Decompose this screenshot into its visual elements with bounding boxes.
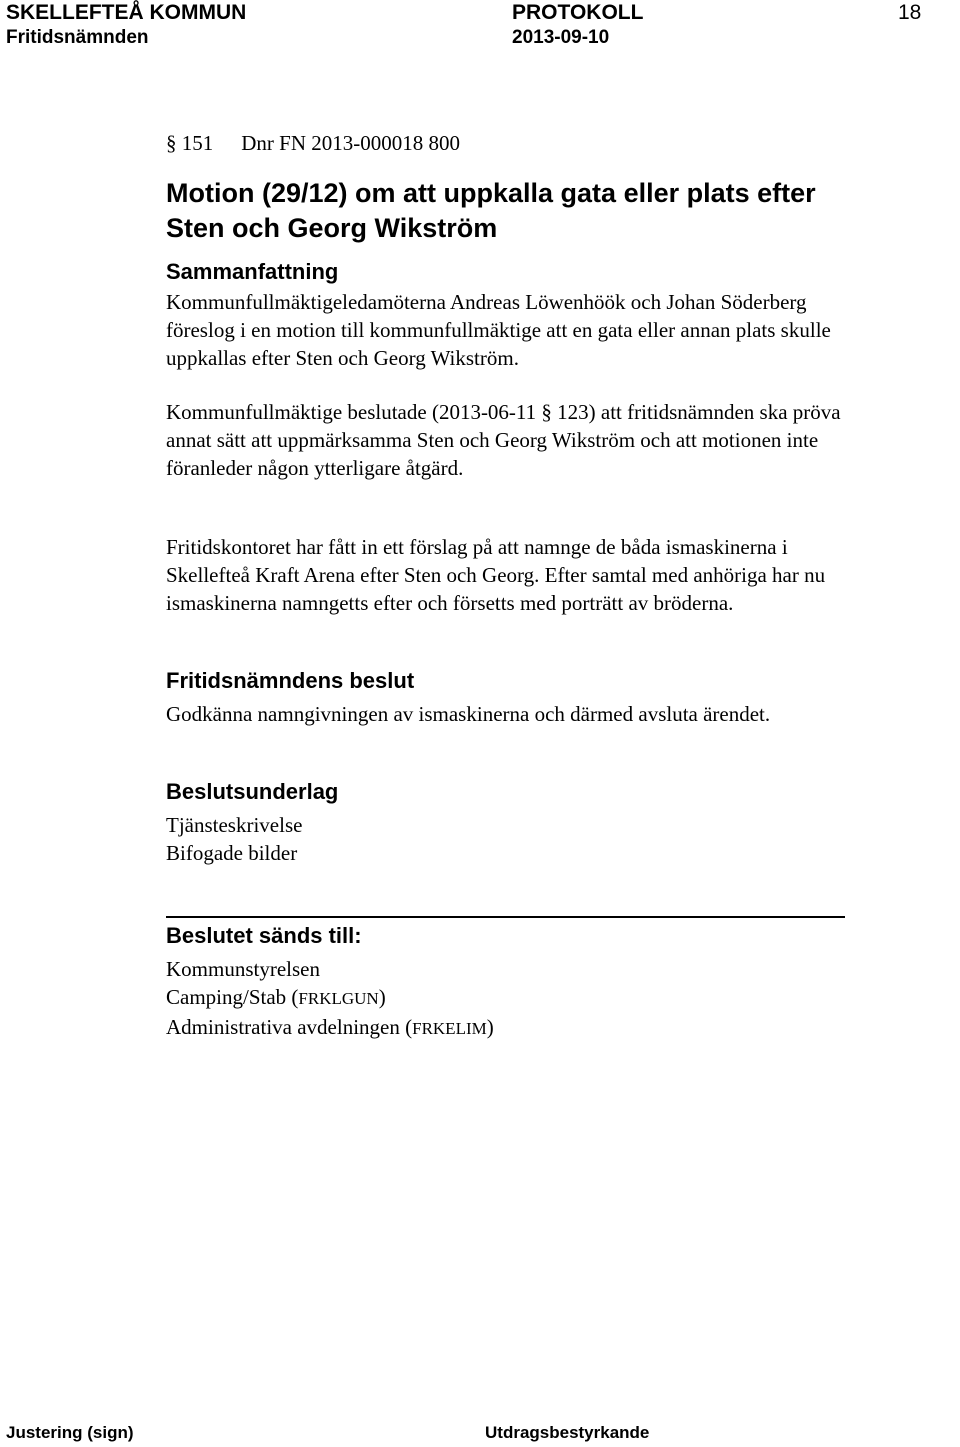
paragraph-symbol: § xyxy=(541,400,552,424)
recipient-close: ) xyxy=(486,1015,494,1039)
summary-heading: Sammanfattning xyxy=(166,259,339,284)
summary-paragraph-2-end: 123) att fritidsnämnden ska pröva annat sätt att uppmärksamma Sten och Georg Wikström och att motionen inte föranleder någon ytterligare åtgärd. xyxy=(166,400,841,480)
recipient-item xyxy=(166,1013,856,1043)
decision-text: Godkänna namngivningen av ismaskinerna och därmed avsluta ärendet. xyxy=(166,702,771,726)
header-date: 2013-09-10 xyxy=(512,27,610,48)
section-reference xyxy=(166,129,460,157)
recipients-heading: Beslutet sänds till: xyxy=(166,923,362,948)
recipient-name: Administrativa avdelningen ( xyxy=(166,1015,413,1039)
header-committee: Fritidsnämnden xyxy=(6,27,149,48)
horizontal-rule xyxy=(166,916,845,918)
summary-paragraph-1: Kommunfullmäktigeledamöterna Andreas Löwenhöök och Johan Söderberg föreslog i en motion till kommunfullmäktige att en gata eller annan plats skulle uppkallas efter Sten och Georg Wikström. xyxy=(166,290,831,370)
page-title: Motion (29/12) om att uppkalla gata eller plats efter Sten och Georg Wikström xyxy=(166,178,816,243)
recipient-name: Camping/Stab ( xyxy=(166,985,299,1009)
summary-paragraph-2-start: Kommunfullmäktige beslutade (2013-06-11 xyxy=(166,400,537,424)
footer-justering: Justering (sign) xyxy=(6,1423,134,1442)
header-page-number: 18 xyxy=(898,1,922,24)
footer-utdragsbestyrkande: Utdragsbestyrkande xyxy=(485,1423,650,1442)
basis-heading: Beslutsunderlag xyxy=(166,779,339,804)
basis-list xyxy=(166,811,856,867)
recipient-code: FRKLGUN xyxy=(298,989,379,1008)
decision-heading: Fritidsnämndens beslut xyxy=(166,668,415,693)
summary-paragraph-3: Fritidskontoret har fått in ett förslag på att namnge de båda ismaskinerna i Skellefteå Kraft Arena efter Sten och Georg. Efter samtal med anhöriga har nu ismaskinerna namngetts efter och försetts med porträtt av bröderna. xyxy=(166,535,826,615)
section-dnr: Dnr FN 2013-000018 800 xyxy=(241,131,460,155)
section-number: 151 xyxy=(181,131,214,155)
recipient-item: Kommunstyrelsen xyxy=(166,957,320,981)
summary-paragraph-2 xyxy=(166,398,856,482)
header-municipality: SKELLEFTEÅ KOMMUN xyxy=(6,1,247,24)
header-doc-type: PROTOKOLL xyxy=(512,1,644,24)
recipient-code: FRKELIM xyxy=(412,1019,487,1038)
recipient-item xyxy=(166,983,856,1013)
basis-item: Bifogade bilder xyxy=(166,841,298,865)
recipient-close: ) xyxy=(378,985,386,1009)
basis-item: Tjänsteskrivelse xyxy=(166,813,303,837)
paragraph-symbol: § xyxy=(166,131,177,155)
recipients-list xyxy=(166,955,856,1043)
